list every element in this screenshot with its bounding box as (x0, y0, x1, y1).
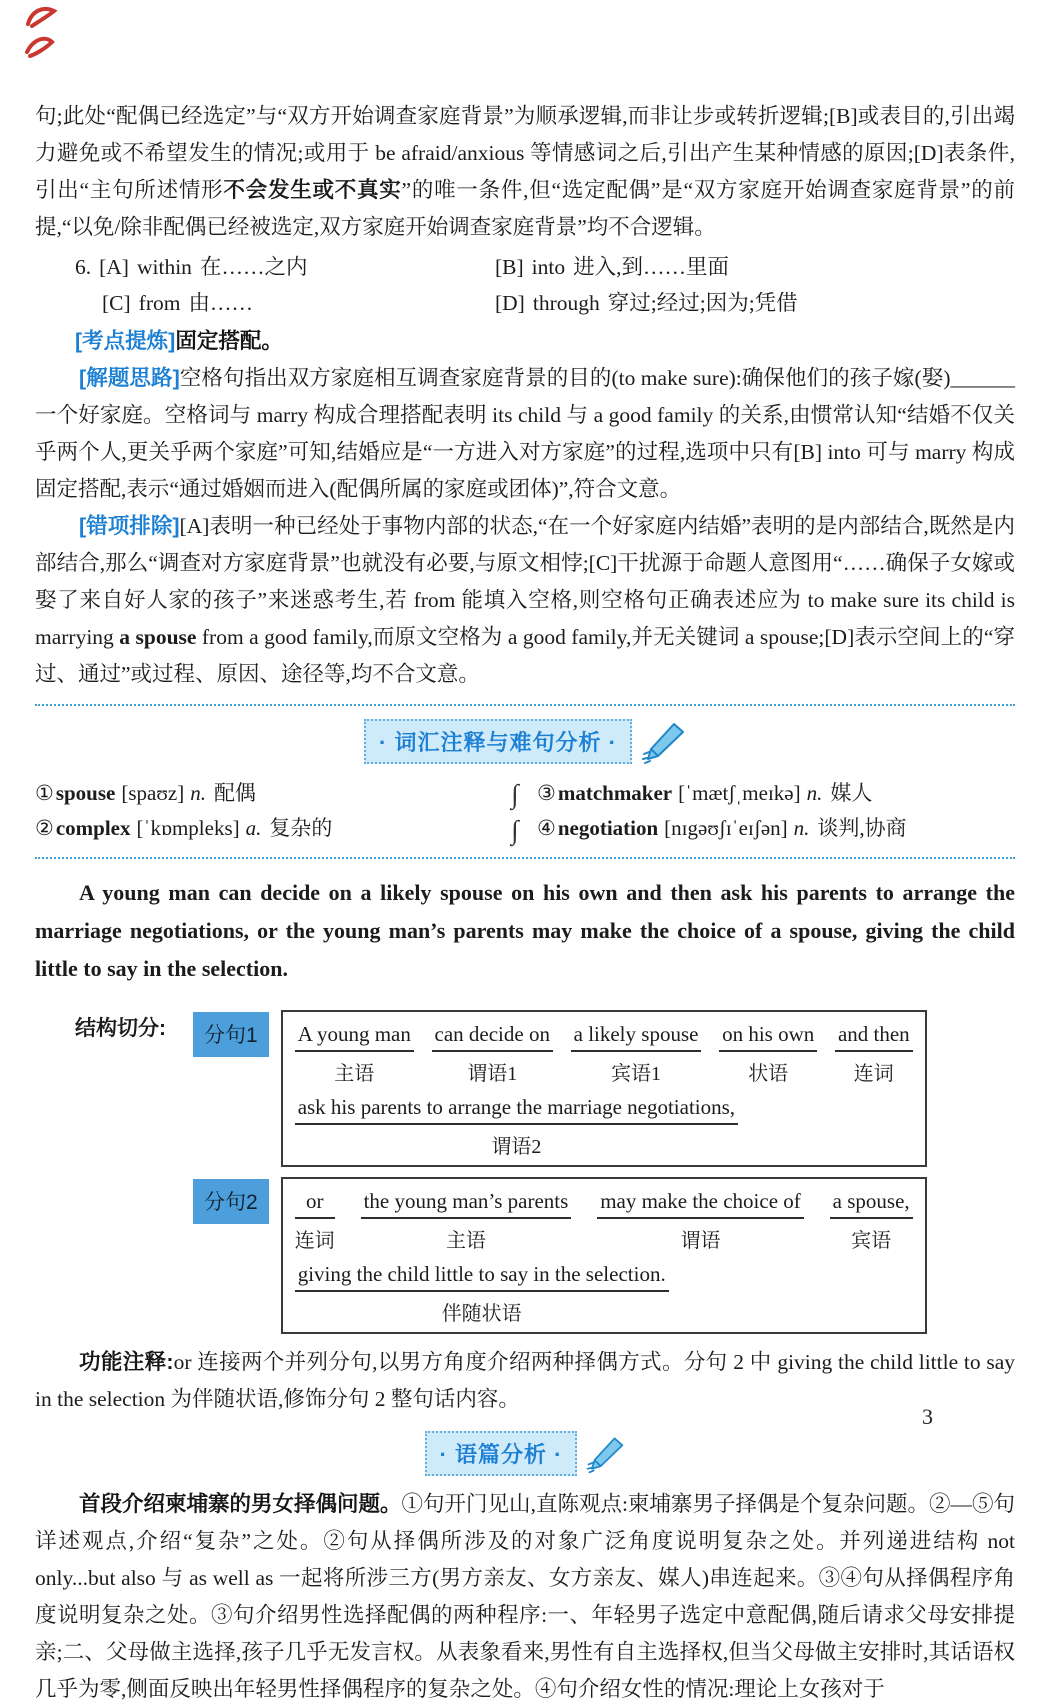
clause-segment (432, 1022, 553, 1086)
vocab-column-right (537, 776, 1015, 846)
vocab-column-left (35, 776, 493, 846)
vocab-2-word: complex (55, 816, 131, 840)
options-row-1 (75, 249, 1015, 285)
vocab-divider (493, 776, 537, 846)
segment-text: giving the child little to say in the selection. (295, 1262, 669, 1292)
option-d-word: through (532, 291, 600, 315)
segment-role: 连词 (853, 1063, 894, 1085)
option-b-word: into (531, 255, 566, 279)
vocab-item-3 (537, 776, 1015, 811)
analysis-paragraph (35, 98, 1015, 246)
segment-text: on his own (719, 1022, 817, 1052)
segment-role: 谓语 (680, 1230, 721, 1252)
analysis-bold: 不会发生或不真实 (223, 178, 402, 202)
pen-icon (640, 720, 686, 764)
page-number: 3 (922, 1404, 933, 1429)
clause-segment (295, 1189, 335, 1253)
red-pen-marks (22, 2, 78, 64)
option-c-word: from (138, 291, 181, 315)
discourse-section-header (35, 1431, 1015, 1476)
segment-text: A young man (295, 1022, 414, 1052)
clause-segment (361, 1189, 572, 1253)
discourse-text: ①句开门见山,直陈观点:柬埔寨男子择偶是个复杂问题。②—⑤句详述观点,介绍“复杂”之处。②句从择偶所涉及的对象广泛角度说明复杂之处。并列递进结构 not only...but also 与 as well as 一起将所涉三方(男方亲友、女方亲友、媒人)串连起来。③④句从择偶程序角度说明复杂之处。③句介绍男性选择配偶的两种程序:一、年轻男子选定中意配偶,随后请求父母安排提亲;二、父母做主选择,孩子几乎无发言权。从表象看来,男性有自主选择权,但当父母做主安排时,其话语权几乎为零,侧面反映出年轻男性择偶程序的复杂之处。④句介绍女性的情况:理论上女孩对于 (35, 1492, 1015, 1701)
elimination-paragraph (35, 508, 1015, 693)
segment-text: the young man’s parents (361, 1189, 572, 1219)
vocab-3-meaning: 媒人 (830, 781, 873, 805)
option-b (495, 249, 1015, 285)
vocab-item-2 (35, 811, 493, 846)
segment-text: can decide on (432, 1022, 553, 1052)
segment-role: 状语 (748, 1063, 789, 1085)
option-a-meaning: 在……之内 (199, 255, 308, 279)
option-a-word: within (136, 255, 192, 279)
option-a-tag: [A] (99, 255, 129, 279)
pen-icon (585, 1433, 625, 1475)
vocab-4-num: ④ (537, 816, 556, 840)
dotted-divider-vocab (35, 857, 1015, 859)
vocab-2-meaning: 复杂的 (269, 816, 333, 840)
vocab-item-1 (35, 776, 493, 811)
structure-clause1-row (75, 1010, 1015, 1167)
keypoint-row (75, 323, 1015, 360)
clause1-chip: 分句1 (193, 1012, 269, 1057)
structure-clause2-row (75, 1177, 1015, 1334)
segment-role: 宾语1 (611, 1063, 662, 1085)
segment-role: 连词 (294, 1230, 335, 1252)
option-d-meaning: 穿过;经过;因为;凭借 (607, 291, 798, 315)
vocab-1-meaning: 配偶 (213, 781, 256, 805)
segment-text: or (295, 1189, 335, 1219)
vocab-1-word: spouse (55, 781, 116, 805)
elimination-text-2: from a good family,而原文空格为 a good family,并无关键词 a spouse;[D]表示空间上的“穿过、通过”或过程、原因、途径等,均不合文意。 (35, 625, 1015, 686)
discourse-header-badge: · 语篇分析 · (425, 1431, 578, 1476)
option-c-tag: [C] (102, 291, 131, 315)
vocab-1-pos: n. (190, 781, 206, 805)
vocab-4-meaning: 谈判,协商 (817, 816, 907, 840)
segment-text: ask his parents to arrange the marriage negotiations, (295, 1095, 738, 1125)
vocab-2-num: ② (35, 816, 54, 840)
elimination-text-1: [A]表明一种已经处于事物内部的状态,“在一个好家庭内结婚”表明的是内部结合,既然是内部结合,那么“调查对方家庭背景”也就没有必要,与原文相悖;[C]干扰源于命题人意图用“……确保子女嫁或娶了来自好人家的孩子”来迷惑考生,若 from 能填入空格,则空格句正确表述应为 to make sure its child is marrying (35, 514, 1015, 649)
segment-text: a likely spouse (571, 1022, 702, 1052)
clause-segment (295, 1022, 414, 1086)
approach-paragraph (35, 360, 1015, 508)
clause-segment (835, 1022, 913, 1086)
option-c-meaning: 由…… (188, 291, 253, 315)
segment-role: 主语 (334, 1063, 375, 1085)
clause1-segments (295, 1022, 913, 1086)
elimination-tag: [错项排除] (79, 514, 180, 538)
vocab-2-pos: a. (245, 816, 262, 840)
discourse-paragraph (35, 1486, 1015, 1708)
options-block (75, 249, 1015, 321)
vocab-3-num: ③ (537, 781, 556, 805)
keypoint-tag: [考点提炼] (75, 329, 176, 353)
segment-role: 谓语2 (491, 1136, 542, 1158)
function-note-paragraph (35, 1344, 1015, 1418)
clause1-box (281, 1010, 927, 1167)
segment-text: a spouse, (830, 1189, 913, 1219)
function-note-label: 功能注释: (79, 1350, 174, 1374)
function-note-text: or 连接两个并列分句,以男方角度介绍两种择偶方式。分句 2 中 giving the child little to say in the selection 为伴随状语,修饰分句 2 整句话内容。 (35, 1350, 1015, 1411)
page-content (35, 98, 1015, 1708)
vocab-4-phonetic: [nɪgəʊʃɪˈeɪʃən] (664, 816, 788, 840)
vocab-item-4 (537, 811, 1015, 846)
option-b-tag: [B] (495, 255, 524, 279)
structure-label: 结构切分: (75, 1017, 166, 1040)
question-number: 6. (75, 255, 92, 279)
keypoint-text: 固定搭配。 (175, 329, 283, 353)
vocab-1-phonetic: [spaʊz] (121, 781, 185, 805)
clause-segment (830, 1189, 913, 1253)
clause2-segments (295, 1189, 913, 1253)
clause-segment (571, 1022, 702, 1086)
analysis-text-1: 句;此处“配偶已经选定”与“双方开始调查家庭背景”为顺承逻辑,而非让步或转折逻辑;[B]或表目的,引出竭力避免或不希望发生的情况;或用于 be afraid/anxious 等情感词之后,引出产生某种情感的原因;[D]表条件,引出“主句所述情形 (35, 104, 1015, 202)
option-a (75, 249, 495, 285)
clause2-box (281, 1177, 927, 1334)
segment-role: 伴随状语 (441, 1303, 522, 1325)
clause2-chip: 分句2 (193, 1179, 269, 1224)
vocab-1-num: ① (35, 781, 54, 805)
clause-segment (597, 1189, 804, 1253)
squiggle-icon: ∫ (511, 815, 519, 845)
dotted-divider-top (35, 704, 1015, 706)
approach-tag: [解题思路] (79, 366, 180, 390)
vocab-header-badge: · 词汇注释与难句分析 · (364, 719, 632, 764)
approach-text-1: 空格句指出双方家庭相互调查家庭背景的目的(to make sure):确保他们的孩子嫁(娶) (179, 366, 951, 390)
option-d-tag: [D] (495, 291, 525, 315)
vocab-section-header (35, 719, 1015, 764)
analysis-text-2: ”的唯一条件,但“选定配偶”是“双方家庭开始调查家庭背景”的前提,“以免/除非配偶已经被选定,双方家庭开始调查家庭背景”均不合逻辑。 (35, 178, 1016, 239)
segment-text: may make the choice of (597, 1189, 804, 1219)
segment-role: 主语 (445, 1230, 486, 1252)
vocab-3-phonetic: [ˈmætʃˌmeɪkə] (678, 781, 801, 805)
segment-role: 谓语1 (467, 1063, 518, 1085)
options-row-2 (75, 285, 1015, 321)
blank-line: ______ (950, 366, 1015, 390)
vocab-2-phonetic: [ˈkɒmpleks] (136, 816, 240, 840)
option-d (495, 285, 1015, 321)
option-c (75, 285, 495, 321)
clause-segment (719, 1022, 817, 1086)
vocab-4-pos: n. (793, 816, 810, 840)
segment-role: 宾语 (851, 1230, 892, 1252)
elimination-bold: a spouse (119, 625, 197, 649)
vocab-3-word: matchmaker (557, 781, 673, 805)
vocab-4-word: negotiation (557, 816, 659, 840)
option-b-meaning: 进入,到……里面 (573, 255, 730, 279)
vocab-list (35, 776, 1015, 846)
clause-segment (295, 1095, 738, 1159)
approach-text-2: 一个好家庭。空格词与 marry 构成合理搭配表明 its child 与 a good family 的关系,由惯常认知“结婚不仅关乎两个人,更关乎两个家庭”可知,结婚应是“一方进入对方家庭”的过程,选项中只有[B] into 可与 marry 构成固定搭配,表示“通过婚姻而进入(配偶所属的家庭或团体)”,符合文意。 (35, 403, 1015, 501)
clause-segment (295, 1262, 669, 1326)
vocab-3-pos: n. (806, 781, 823, 805)
segment-text: and then (835, 1022, 913, 1052)
squiggle-icon: ∫ (511, 779, 519, 809)
sentence-paragraph: A young man can decide on a likely spouse on his own and then ask his parents to arrange the marriage negotiations, or the young man’s parents may make the choice of a spouse, giving the child little to say in the selection. (35, 880, 1015, 981)
discourse-lead: 首段介绍柬埔寨的男女择偶问题。 (79, 1492, 402, 1516)
